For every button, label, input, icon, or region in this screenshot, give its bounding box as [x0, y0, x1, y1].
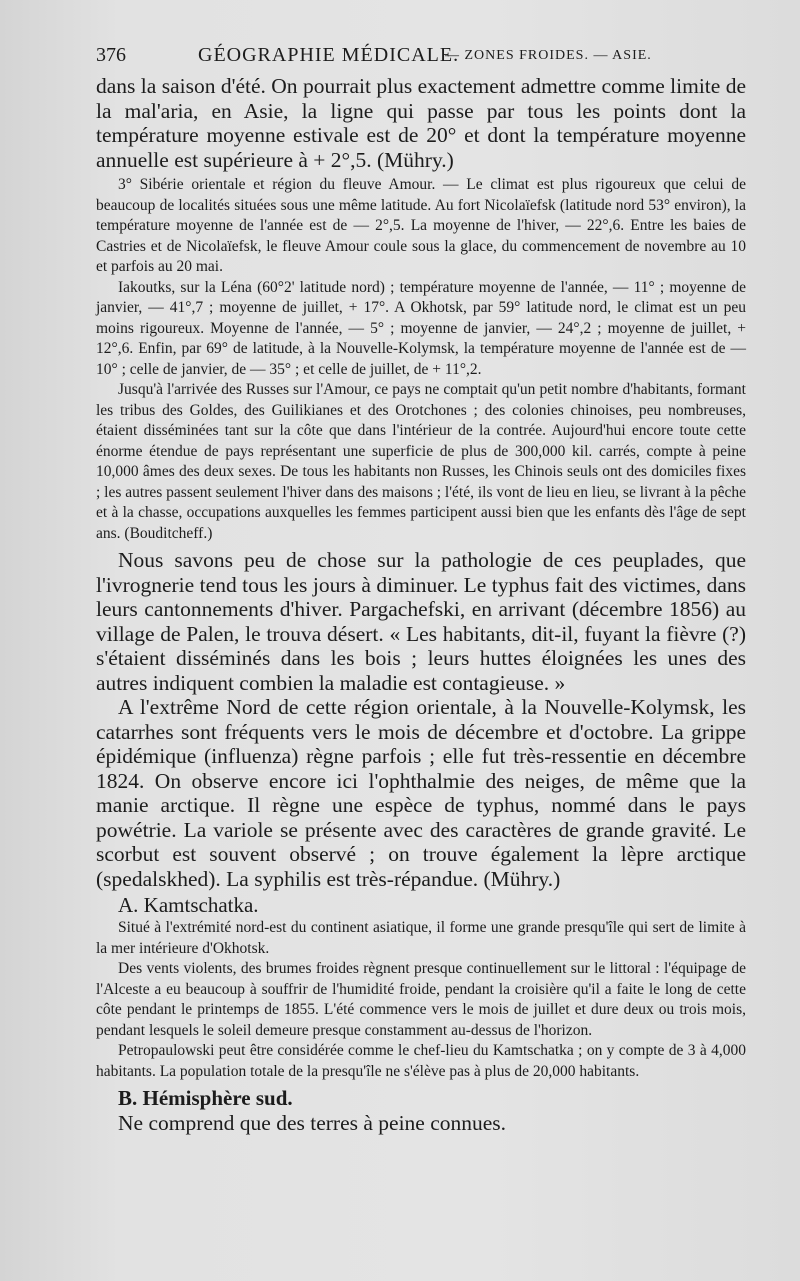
running-title: GÉOGRAPHIE MÉDICALE. [198, 44, 460, 66]
page-number: 376 [96, 44, 126, 66]
paragraph-kamtschatka-situation: Situé à l'extrémité nord-est du continent asiatique, il forme une grande presqu'île qui sert de limite à la mer intérieure d'Okhotsk. [96, 919, 746, 957]
paragraph-habitants-amour: Jusqu'à l'arrivée des Russes sur l'Amour, ce pays ne comptait qu'un petit nombre d'habitants, formant les tribus des Goldes, des Guilikianes et des Orotchones ; des colonies chinoises, peu nombreuses, étaient disséminées tant sur la côte que dans l'intérieur de la contrée. Aujourd'hui encore toute cette énorme étendue de pays représentant une superficie de plus de 300,000 kil. carrés, compte à peine 10,000 âmes des deux sexes. De tous les habitants non Russes, les Chinois seuls ont des domiciles fixes ; les autres passent seulement l'hiver dans des maisons ; l'été, ils vont de lieu en lieu, se livrant à la pêche et à la chasse, occupations auxquelles les femmes participent aussi bien que les enfants dès l'âge de sept ans. (Bouditcheff.) [96, 381, 746, 542]
paragraph-malaria-limit: dans la saison d'été. On pourrait plus exactement admettre comme limite de la mal'aria, en Asie, la ligne qui passe par tous les points dont la température moyenne estivale est de 20° et dont la température moyenne annuelle est supérieure à + 2°,5. (Mühry.) [96, 74, 746, 172]
paragraph-petropaulowski: Petropaulowski peut être considérée comme le chef-lieu du Kamtschatka ; on y compte de 3 à 4,000 habitants. La population totale de la presqu'île ne s'élève pas à plus de 20,000 habitants. [96, 1042, 746, 1080]
page-body [96, 74, 746, 1136]
paragraph-nouvelle-kolymsk: A l'extrême Nord de cette région orientale, à la Nouvelle-Kolymsk, les catarrhes sont fréquents vers le mois de décembre et d'octobre. La grippe épidémique (influenza) règne parfois ; elle fut très-ressentie en décembre 1824. On observe encore ici l'ophthalmie des neiges, de même que la manie arctique. Il règne une espèce de typhus, nommé dans le pays powétrie. La variole se présente avec des caractères de grande gravité. Le scorbut est souvent observé ; on trouve également la lèpre arctique (spedalskhed). La syphilis est très-répandue. (Mühry.) [96, 695, 746, 891]
paragraph-kamtschatka-vents: Des vents violents, des brumes froides règnent presque continuellement sur le littoral : l'équipage de l'Alceste a eu beaucoup à souffrir de l'humidité froide, pendant la croisière qu'il a faite le long de cette côte pendant le printemps de 1855. L'été commence vers le mois de juillet et dure deux ou trois mois, pendant lesquels le soleil demeure presque constamment au-dessus de l'horizon. [96, 960, 746, 1039]
paragraph-hemisphere-sud: Ne comprend que des terres à peine connues. [118, 1111, 507, 1135]
running-header [96, 44, 756, 72]
paragraph-iakoutsk: Iakoutks, sur la Léna (60°2' latitude nord) ; température moyenne de l'année, — 11° ; moyenne de janvier, — 41°,7 ; moyenne de juillet, + 17°. A Okhotsk, par 59° latitude nord, le climat est un peu moins rigoureux. Moyenne de l'année, — 5° ; moyenne de janvier, — 24°,2 ; moyenne de juillet, + 12°,6. Enfin, par 69° de latitude, à la Nouvelle-Kolymsk, la température moyenne de l'année est de — 10° ; celle de janvier, de — 35° ; et celle de juillet, de + 11°,2. [96, 278, 746, 378]
paragraph-pathologie: Nous savons peu de chose sur la pathologie de ces peuplades, que l'ivrognerie tend tous les jours à diminuer. Le typhus fait des victimes, dans leurs cantonnements d'hiver. Pargachefski, en arrivant (décembre 1856) au village de Palen, le trouva désert. « Les habitants, dit-il, fuyant la fièvre (?) s'étaient disséminés dans les bois ; leurs huttes éloignées les unes des autres indiquent combien la maladie est contagieuse. » [96, 548, 746, 695]
section-heading-hemisphere-sud: B. Hémisphère sud. [118, 1086, 293, 1110]
paragraph-siberie-orientale: 3° Sibérie orientale et région du fleuve Amour. — Le climat est plus rigoureux que celui de beaucoup de localités situées sous une même latitude. Au fort Nicolaïefsk (latitude nord 53° environ), la température moyenne de l'année est de — 2°,5. La moyenne de l'hiver, — 22°,6. Entre les baies de Castries et de Nicolaïefsk, le fleuve Amour coule sous la glace, du commencement de novembre au 10 et parfois au 20 mai. [96, 176, 746, 275]
section-heading-kamtschatka: A. Kamtschatka. [118, 893, 259, 917]
running-subtitle: — ZONES FROIDES. — ASIE. [445, 48, 652, 63]
